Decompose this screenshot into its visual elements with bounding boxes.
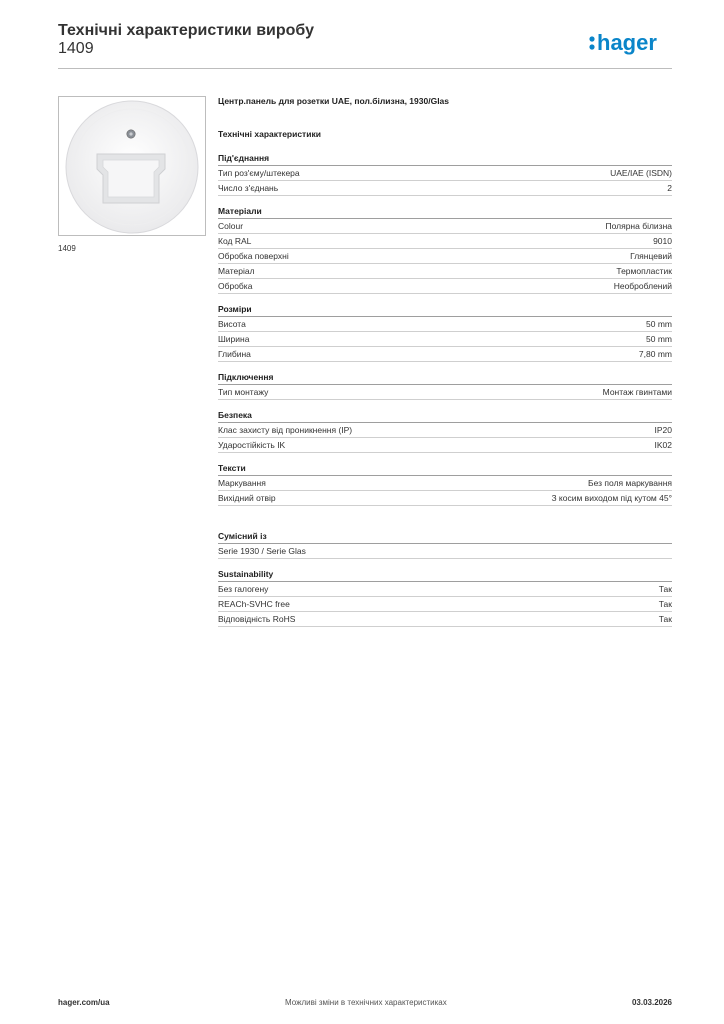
- spec-section: [218, 462, 672, 506]
- spec-row: [218, 385, 672, 400]
- spec-row: [218, 234, 672, 249]
- spec-row: [218, 438, 672, 453]
- spec-section: [218, 303, 672, 362]
- spec-label: REACh-SVHC free: [218, 599, 290, 609]
- spec-content: [218, 96, 672, 636]
- spec-sections: [218, 152, 672, 627]
- spec-label: Глибина: [218, 349, 251, 359]
- spec-label: Ширина: [218, 334, 250, 344]
- spec-row: [218, 317, 672, 332]
- spec-value: Полярна білизна: [605, 221, 672, 231]
- section-title: Підключення: [218, 371, 672, 385]
- spec-label: Відповідність RoHS: [218, 614, 296, 624]
- spec-value: IP20: [654, 425, 672, 435]
- spec-section: [218, 205, 672, 294]
- spec-section: [218, 409, 672, 453]
- spec-row: [218, 582, 672, 597]
- product-description: Центр.панель для розетки UAE, пол.білизна, 1930/Glas: [218, 96, 450, 106]
- spec-value: IK02: [654, 440, 672, 450]
- section-title: Сумісний із: [218, 530, 672, 544]
- spec-value: Так: [658, 599, 672, 609]
- spec-value: З косим виходом під кутом 45°: [551, 493, 672, 503]
- footer-date: 03.03.2026: [631, 998, 672, 1007]
- spec-value: 9010: [653, 236, 672, 246]
- spec-value: Монтаж гвинтами: [602, 387, 672, 397]
- footer-website: hager.com/ua: [58, 998, 110, 1007]
- spec-label: Висота: [218, 319, 246, 329]
- footer-notice: Можливі зміни в технічних характеристиках: [285, 998, 447, 1007]
- spec-row: [218, 476, 672, 491]
- spec-label: Число з'єднань: [218, 183, 279, 193]
- spec-row: [218, 544, 672, 559]
- spec-row: [218, 491, 672, 506]
- spec-label: Без галогену: [218, 584, 269, 594]
- spec-row: [218, 219, 672, 234]
- spec-label: Маркування: [218, 478, 266, 488]
- spec-row: [218, 597, 672, 612]
- spec-value: Необроблений: [613, 281, 672, 291]
- spec-label: Colour: [218, 221, 244, 231]
- logo-text: hager: [597, 30, 657, 55]
- section-title: Під'єднання: [218, 152, 672, 166]
- spec-label: Обробка поверхні: [218, 251, 289, 261]
- product-image-caption: 1409: [58, 244, 76, 253]
- spec-label: Вихідний отвір: [218, 493, 276, 503]
- spec-label: Клас захисту від проникнення (IP): [218, 425, 353, 435]
- spec-label: Обробка: [218, 281, 253, 291]
- spec-value: 50 mm: [646, 334, 672, 344]
- spec-row: [218, 612, 672, 627]
- spec-value: UAE/IAE (ISDN): [610, 168, 672, 178]
- spec-section: [218, 152, 672, 196]
- header-divider: [58, 68, 672, 69]
- spec-section: [218, 568, 672, 627]
- spec-label: Serie 1930 / Serie Glas: [218, 546, 306, 556]
- section-title: Тексти: [218, 462, 672, 476]
- section-title: Матеріали: [218, 205, 672, 219]
- section-title: Безпека: [218, 409, 672, 423]
- spec-label: Тип монтажу: [218, 387, 269, 397]
- spec-value: Глянцевий: [630, 251, 672, 261]
- spec-value: Термопластик: [616, 266, 672, 276]
- spec-label: Ударостійкість IK: [218, 440, 286, 450]
- spec-row: [218, 347, 672, 362]
- spec-value: 2: [667, 183, 672, 193]
- spec-value: Так: [658, 584, 672, 594]
- spec-label: Код RAL: [218, 236, 252, 246]
- page-title: Технічні характеристики виробу: [58, 22, 314, 39]
- spec-value: Так: [658, 614, 672, 624]
- spec-row: [218, 423, 672, 438]
- product-image-frame: [58, 96, 206, 236]
- tech-specs-heading: Технічні характеристики: [218, 129, 321, 139]
- spec-row: [218, 264, 672, 279]
- spec-label: Матеріал: [218, 266, 255, 276]
- spec-row: [218, 279, 672, 294]
- product-image: [59, 97, 205, 235]
- spec-row: [218, 332, 672, 347]
- section-title: Розміри: [218, 303, 672, 317]
- product-code: 1409: [58, 40, 94, 57]
- spec-section: [218, 371, 672, 400]
- section-title: Sustainability: [218, 568, 672, 582]
- spec-value: 50 mm: [646, 319, 672, 329]
- spec-row: [218, 249, 672, 264]
- spec-value: Без поля маркування: [588, 478, 672, 488]
- spec-row: [218, 166, 672, 181]
- spec-row: [218, 181, 672, 196]
- hager-logo: [588, 28, 674, 56]
- spec-section: [218, 530, 672, 559]
- spec-label: Тип роз'єму/штекера: [218, 168, 300, 178]
- spec-value: 7,80 mm: [638, 349, 672, 359]
